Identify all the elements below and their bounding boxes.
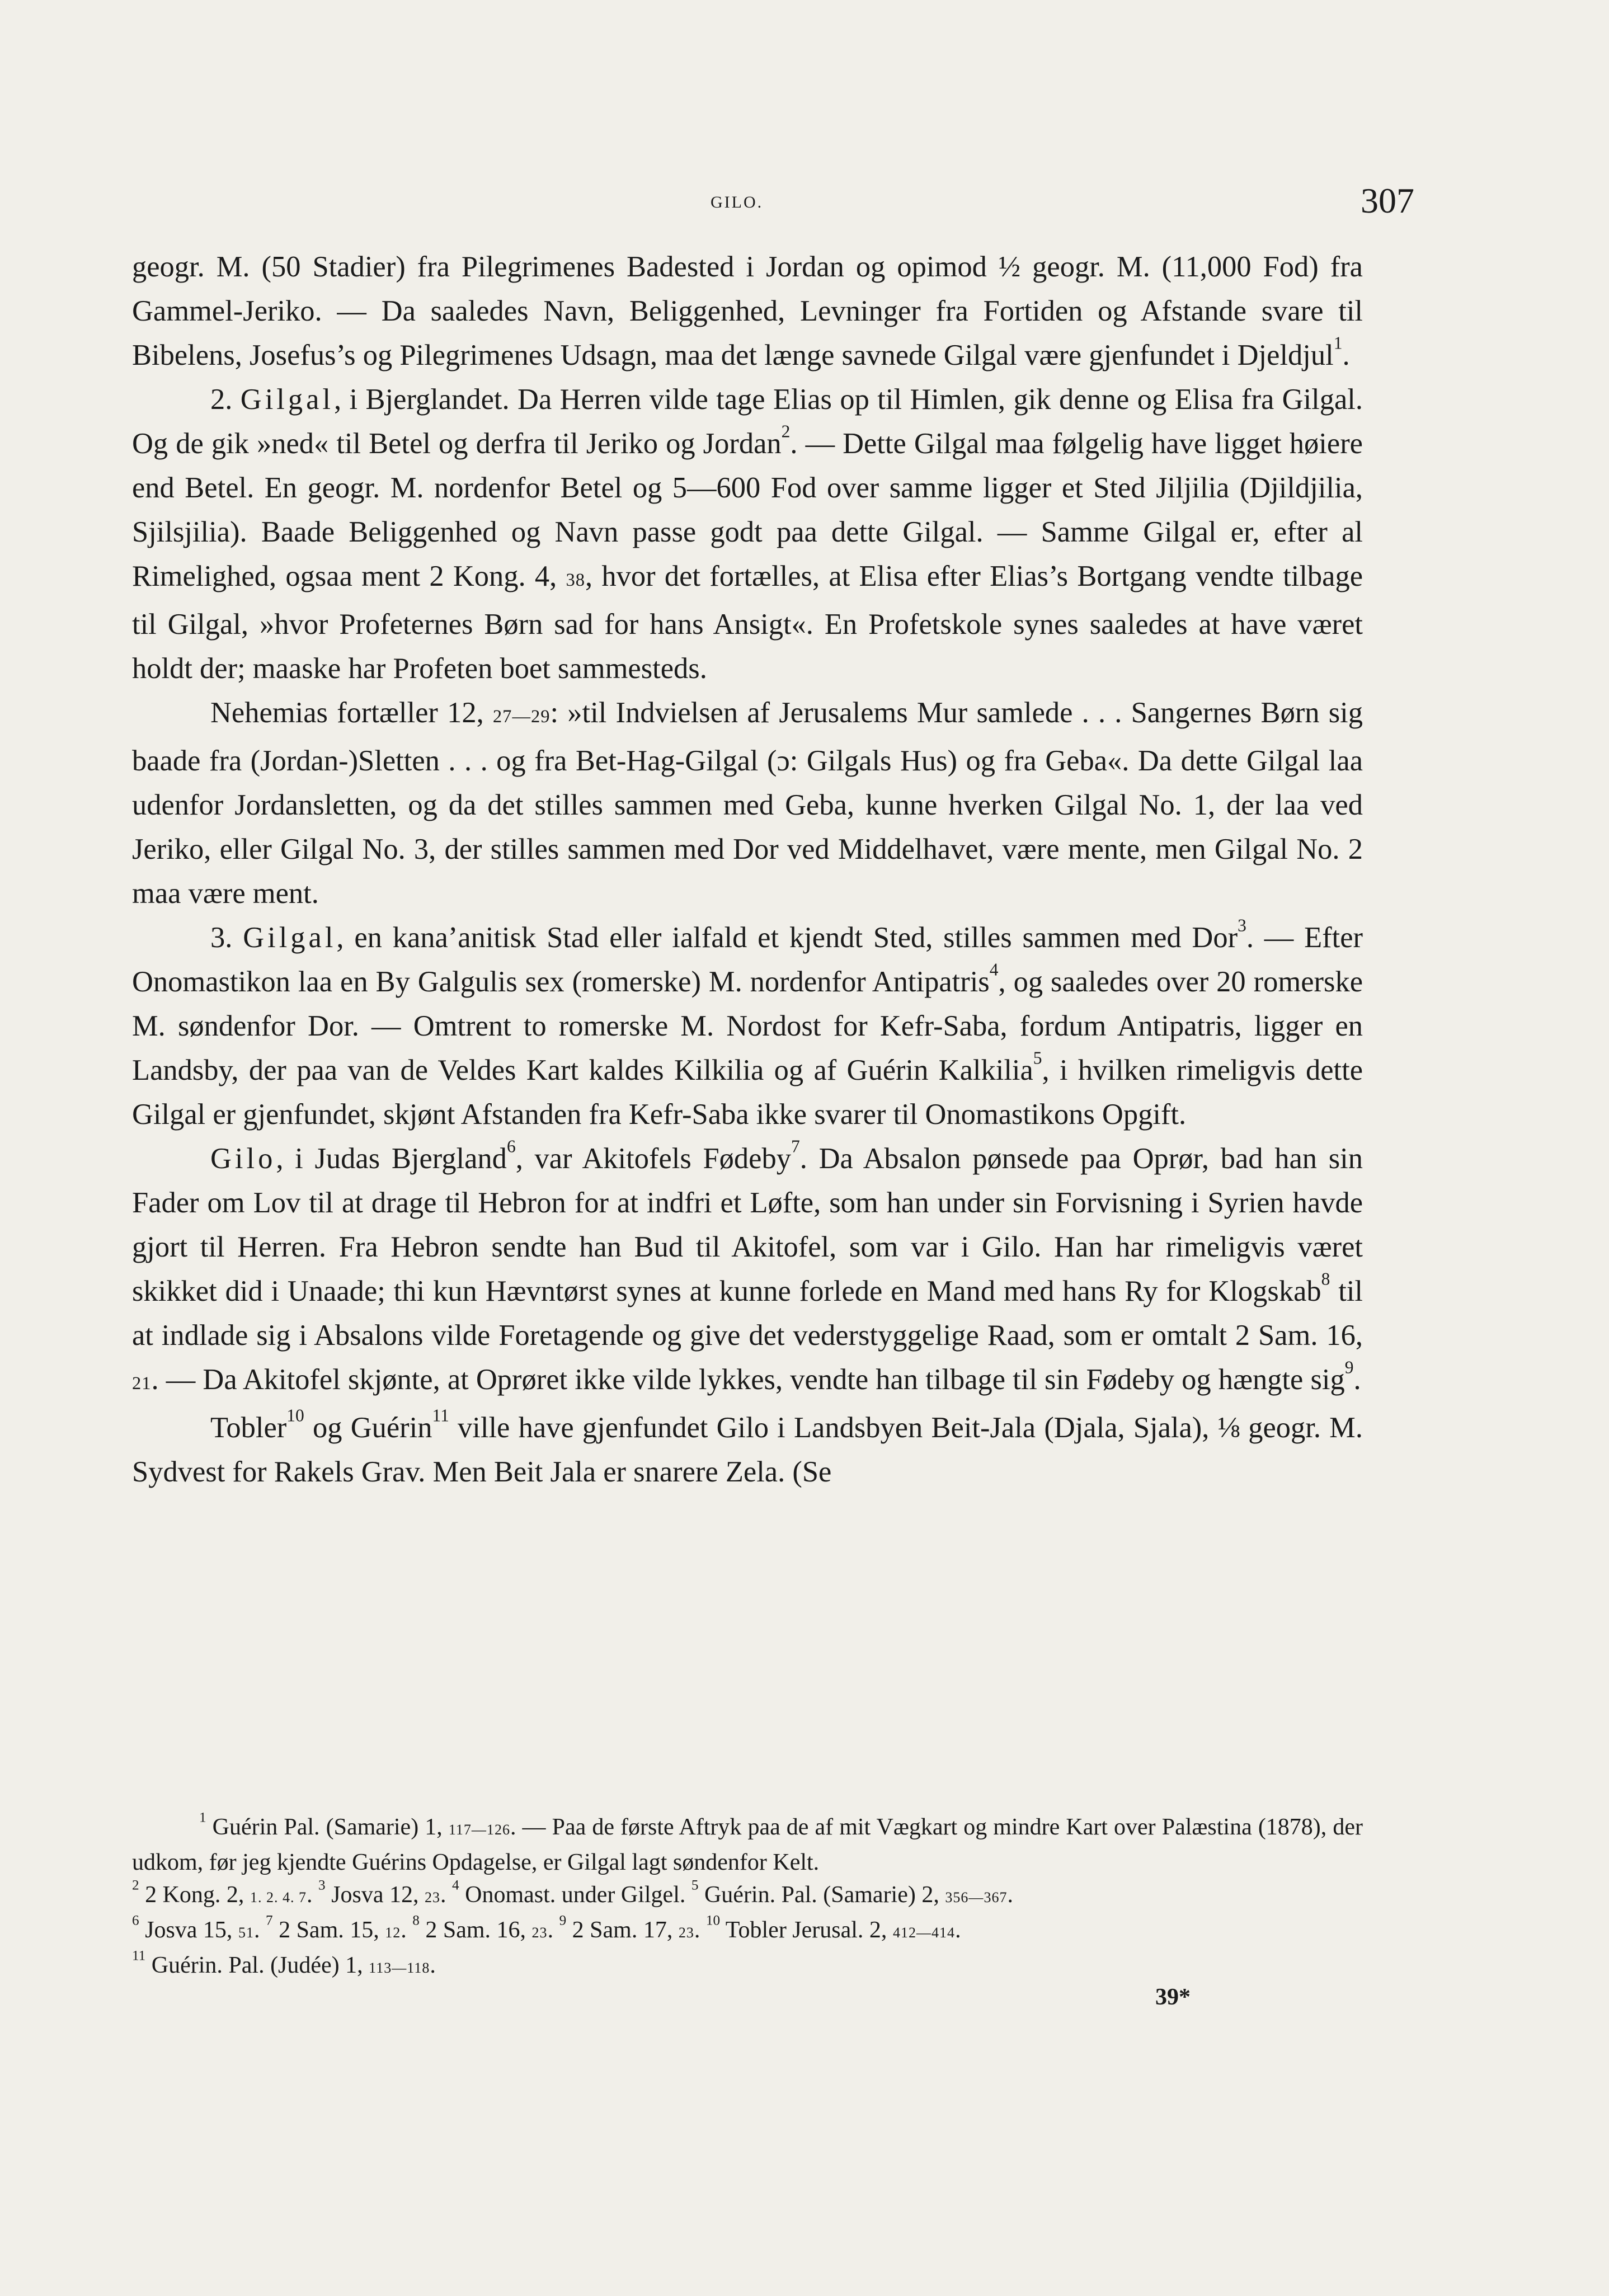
footnote-ref: 6 xyxy=(506,1136,516,1156)
footnote-ref: 8 xyxy=(1321,1269,1330,1289)
footnote: $^1$ Guérin Pal. (Samarie) 1, 117—126. — Paa de første Aftryk paa de af mit Vægkart og mindre Kart over Palæstina (1878), der udkom, før jeg kjendte Guérins Opdagelse, er Gilgal lagt søndenfor Kelt. xyxy=(132,1810,1363,1875)
running-head: GILO. xyxy=(711,193,764,211)
footnote-ref: 9 xyxy=(1344,1357,1354,1377)
footnotes xyxy=(132,1811,1363,1984)
entry-name: Gilgal xyxy=(240,383,335,416)
footnote-ref: 4 xyxy=(989,959,999,980)
footnote-ref: 7 xyxy=(791,1136,800,1156)
paragraph: geogr. M. (50 Stadier) fra Pilegrimenes Badested i Jordan og opimod ½ geogr. M. (11,000 Fod) fra Gammel-Jeriko. — Da saaledes Navn, Beliggenhed, Levninger fra Fortiden og Afstande svare til Bibelens, Josefus’s og Pilegrimenes Udsagn, maa det længe savnede Gilgal være gjenfundet i Djeldjul$^1$. xyxy=(132,251,1363,371)
paragraph: Gilo, i Judas Bjergland$^6$, var Akitofels Fødeby$^7$. Da Absalon pønsede paa Oprør, bad han sin Fader om Lov til at drage til Hebron for at indfri et Løfte, som han under sin Forvisning i Syrien havde gjort til Herren. Fra Hebron sendte han Bud til Akitofel, som var i Gilo. Han har rimeligvis været skikket did i Unaade; thi kun Hævntørst synes at kunne forlede en Mand med hans Ry for Klogskab$^8$ til at indlade sig i Absalons vilde Foretagende og give det vederstyggelige Raad, som er omtalt 2 Sam. 16, 21. — Da Akitofel skjønte, at Oprøret ikke vilde lykkes, vendte han tilbage til sin Fødeby og hængte sig$^9$. xyxy=(132,1136,1363,1396)
signature-mark: 39* xyxy=(1155,1984,1191,2010)
page-number: 307 xyxy=(1361,181,1414,220)
footnote-ref: 10 xyxy=(286,1405,304,1425)
footnote-ref: 11 xyxy=(432,1405,449,1425)
footnote-group: $^2$ 2 Kong. 2, 1. 2. 4. 7. $^3$ Josva 12, 23. $^4$ Onomast. under Gilgel. $^5$ Guérin. Pal. (Samarie) 2, 356—367. xyxy=(132,1878,1013,1908)
paragraph: 2. Gilgal, i Bjerglandet. Da Herren vilde tage Elias op til Himlen, gik denne og Elisa fra Gilgal. Og de gik »ned« til Betel og derfra til Jeriko og Jordan$^2$. — Dette Gilgal maa følgelig have ligget høiere end Betel. En geogr. M. nordenfor Betel og 5—600 Fod over samme ligger et Sted Jiljilia (Djildjilia, Sjilsjilia). Baade Beliggenhed og Navn passe godt paa dette Gilgal. — Samme Gilgal er, efter al Rimelighed, ogsaa ment 2 Kong. 4, 38, hvor det fortælles, at Elisa efter Elias’s Bortgang vendte tilbage til Gilgal, »hvor Profeternes Børn sad for hans Ansigt«. En Profetskole synes saaledes at have været holdt der; maaske har Profeten boet sammesteds. xyxy=(132,383,1363,685)
paragraph: 3. Gilgal, en kana’anitisk Stad eller ialfald et kjendt Sted, stilles sammen med Dor$^3$. — Efter Onomastikon laa en By Galgulis sex (romerske) M. nordenfor Antipatris$^4$, og saaledes over 20 romerske M. søndenfor Dor. — Omtrent to romerske M. Nordost for Kefr-Saba, fordum Antipatris, ligger en Landsby, der paa van de Veldes Kart kaldes Kilkilia og af Guérin Kalkilia$^5$, i hvilken rimeligvis dette Gilgal er gjenfundet, skjønt Afstanden fra Kefr-Saba ikke svarer til Onomastikons Opgift. xyxy=(132,915,1363,1131)
footnote-ref: 2 xyxy=(781,421,791,441)
footnote-group: $^6$ Josva 15, 51. $^7$ 2 Sam. 15, 12. $^8$ 2 Sam. 16, 23. $^9$ 2 Sam. 17, 23. $^{10}$ Tobler Jerusal. 2, 412—414. xyxy=(132,1913,961,1943)
footnote-ref: 3 xyxy=(1238,915,1246,935)
paragraph: Tobler$^{10}$ og Guérin$^{11}$ ville have gjenfundet Gilo i Landsbyen Beit-Jala (Djala, Sjala), ⅛ geogr. M. Sydvest for Rakels Grav. Men Beit Jala er snarere Zela. (Se xyxy=(132,1405,1363,1488)
body-text xyxy=(132,245,1363,1494)
footnote-group: $^{11}$ Guérin. Pal. (Judée) 1, 113—118. xyxy=(132,1948,436,1978)
paragraph: Nehemias fortæller 12, 27—29: »til Indvielsen af Jerusalems Mur samlede . . . Sangernes Børn sig baade fra (Jordan-)Sletten . . . og fra Bet-Hag-Gilgal (ɔ: Gilgals Hus) og fra Geba«. Da dette Gilgal laa udenfor Jordansletten, og da det stilles sammen med Geba, kunne hverken Gilgal No. 1, der laa ved Jeriko, eller Gilgal No. 3, der stilles sammen med Dor ved Middelhavet, være mente, men Gilgal No. 2 maa være ment. xyxy=(132,697,1363,910)
entry-name: Gilgal xyxy=(243,921,337,954)
footnote-ref: 5 xyxy=(1033,1048,1042,1068)
footnote-ref: 1 xyxy=(1333,333,1343,353)
entry-name: Gilo xyxy=(210,1142,276,1175)
